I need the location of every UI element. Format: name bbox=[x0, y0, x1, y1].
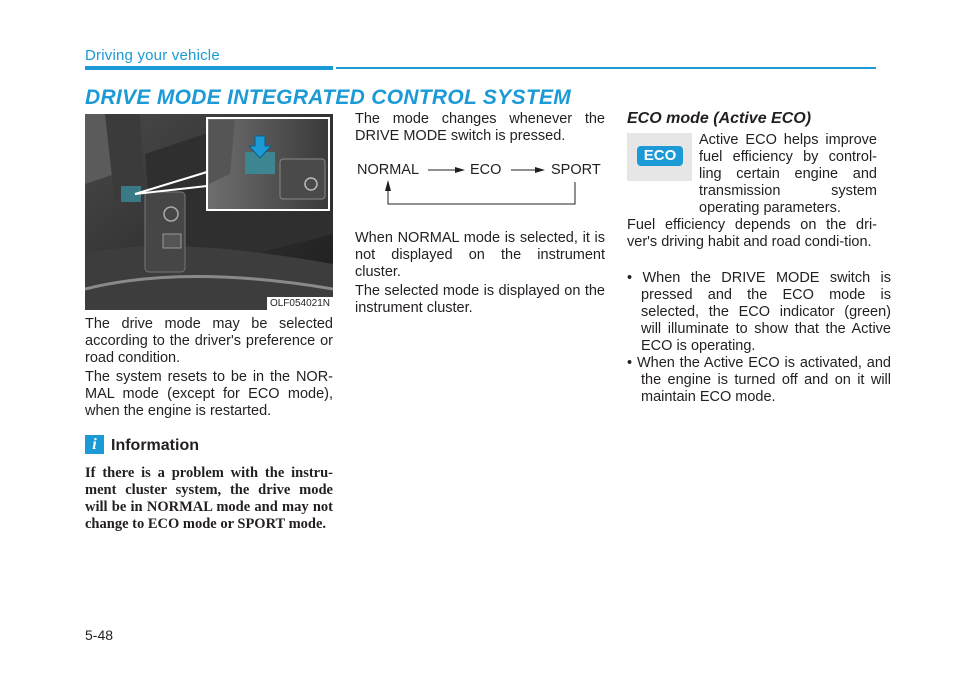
info-body: If there is a problem with the instru-ment cluster system, the drive mode will be in NORMAL mode and may not change to ECO mode or SPORT mode. bbox=[85, 465, 333, 532]
figure-code: OLF054021N bbox=[267, 297, 333, 310]
page-title: DRIVE MODE INTEGRATED CONTROL SYSTEM bbox=[85, 86, 572, 109]
section-label: Driving your vehicle bbox=[85, 47, 220, 64]
eco-indicator-icon: ECO bbox=[637, 146, 683, 166]
col2-paragraph-1: The mode changes whenever the DRIVE MODE switch is pressed. bbox=[355, 111, 605, 144]
header-rule-thin bbox=[336, 67, 876, 69]
bullet-item-2: • When the Active ECO is activated, and the engine is turned off and on it will maintain ECO mode. bbox=[627, 355, 891, 405]
bullet-item-1: • When the DRIVE MODE switch is pressed and the ECO mode is selected, the ECO indicator (green) will illuminate to show that the Active ECO is operating. bbox=[627, 270, 891, 354]
col2-paragraph-2: When NORMAL mode is selected, it is not displayed on the instrument cluster. bbox=[355, 230, 605, 280]
eco-mode-heading: ECO mode (Active ECO) bbox=[627, 110, 812, 127]
mode-normal-label: NORMAL bbox=[357, 162, 420, 178]
drive-mode-switch-photo bbox=[85, 114, 333, 310]
mode-cycle-diagram bbox=[355, 158, 605, 210]
col1-paragraph-2: The system resets to be in the NOR-MAL mode (except for ECO mode), when the engine is restarted. bbox=[85, 369, 333, 419]
col1-paragraph-1: The drive mode may be selected according to the driver's preference or road condition. bbox=[85, 316, 333, 366]
mode-eco-label: ECO bbox=[470, 162, 502, 178]
header-rule-thick bbox=[85, 66, 333, 70]
mode-cycle-arrows bbox=[355, 158, 605, 210]
console-illustration bbox=[85, 114, 333, 310]
col3-paragraph-1: Fuel efficiency depends on the dri-ver's driving habit and road condi-tion. bbox=[627, 217, 877, 250]
info-heading: Information bbox=[111, 437, 199, 454]
col2-paragraph-3: The selected mode is displayed on the instrument cluster. bbox=[355, 283, 605, 316]
mode-sport-label: SPORT bbox=[551, 162, 601, 178]
eco-intro: Active ECO helps improve fuel efficiency by control-ling certain engine and transmission system operating parameters. bbox=[699, 132, 877, 216]
info-icon: i bbox=[85, 435, 104, 454]
page-number: 5-48 bbox=[85, 627, 114, 643]
